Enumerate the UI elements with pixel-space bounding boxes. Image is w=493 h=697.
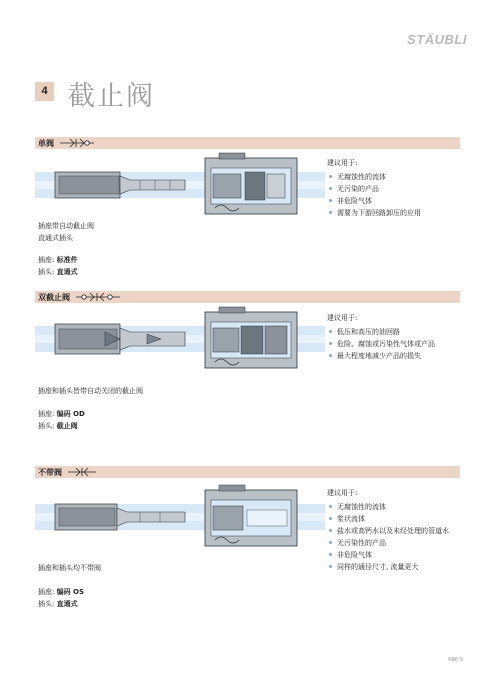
list-item: 最大程度地减少产品的损失: [327, 350, 435, 362]
bullet-icon: [329, 553, 332, 556]
list-item: 浆状流体: [327, 513, 449, 525]
coupling-diagram-no-valve: [35, 482, 325, 554]
bullet-icon: [329, 211, 332, 214]
list-item: 同样的通径尺寸, 流量更大: [327, 561, 449, 573]
section-title: 不带阀: [38, 467, 62, 477]
socket-drawing: [205, 307, 297, 368]
staubli-logo: STÄUBLI: [407, 32, 467, 47]
list-item: 低压和高压的油回路: [327, 326, 435, 338]
list-item: 无污染的产品: [327, 183, 421, 195]
chapter-number: 4: [35, 82, 54, 101]
bullet-icon: [329, 330, 332, 333]
list-item: 无腐蚀性的流体: [327, 171, 421, 183]
bullet-icon: [329, 175, 332, 178]
list-item: 无污染性的产品: [327, 537, 449, 549]
coupling-diagram-single-valve: [35, 150, 325, 222]
section-bar-no-valve: [35, 466, 460, 478]
bullet-icon: [329, 541, 332, 544]
spec-double-shutoff: 插座: 编码 OD 插头: 截止阀: [38, 410, 85, 430]
bullet-icon: [329, 529, 332, 532]
double-shutoff-symbol-icon: [76, 292, 120, 302]
single-valve-symbol-icon: [60, 138, 94, 148]
list-item: 需要为下游回路卸压的应用: [327, 207, 421, 219]
recommend-head: 建议用于:: [327, 159, 358, 167]
no-valve-symbol-icon: [68, 467, 96, 477]
coupling-diagram-double-shutoff: [35, 304, 325, 376]
recommend-head: 建议用于:: [327, 314, 358, 322]
bullet-icon: [329, 199, 332, 202]
section-bar-double-shutoff: [35, 291, 460, 303]
list-item: 危险、腐蚀或污染性气体或产品: [327, 338, 435, 350]
section-title: 双截止阀: [38, 292, 70, 302]
chapter-title: 截止阀: [68, 81, 155, 112]
bullet-icon: [329, 354, 332, 357]
bullet-icon: [329, 565, 332, 568]
list-item: 非危险气体: [327, 195, 421, 207]
bullet-icon: [329, 505, 332, 508]
bullet-icon: [329, 342, 332, 345]
spec-no-valve: 插座: 编码 OS 插头: 直通式: [38, 588, 85, 608]
list-item: 非危险气体: [327, 549, 449, 561]
recommend-list-no-valve: [327, 487, 449, 573]
description-no-valve: 插座和插头均不带阀: [38, 564, 101, 572]
recommend-list-single-valve: [327, 157, 421, 219]
socket-drawing: [205, 153, 297, 214]
list-item: 盐水或高钙水以及未经处理的管道水: [327, 525, 449, 537]
recommend-head: 建议用于:: [327, 489, 358, 497]
description-double-shutoff: 插座和插头皆带自动关闭的截止阀: [38, 387, 143, 395]
section-title: 单阀: [38, 138, 54, 148]
bullet-icon: [329, 517, 332, 520]
section-bar-single-valve: [35, 137, 460, 149]
description-single-valve: 插座带自动截止阀 直通式插头: [38, 222, 94, 242]
socket-drawing: [205, 485, 297, 546]
list-item: 无腐蚀性的流体: [327, 501, 449, 513]
page-footer: RBE 9: [448, 657, 463, 663]
recommend-list-double-shutoff: [327, 312, 435, 362]
spec-single-valve: 插座: 标准件 插头: 直通式: [38, 256, 78, 276]
bullet-icon: [329, 187, 332, 190]
